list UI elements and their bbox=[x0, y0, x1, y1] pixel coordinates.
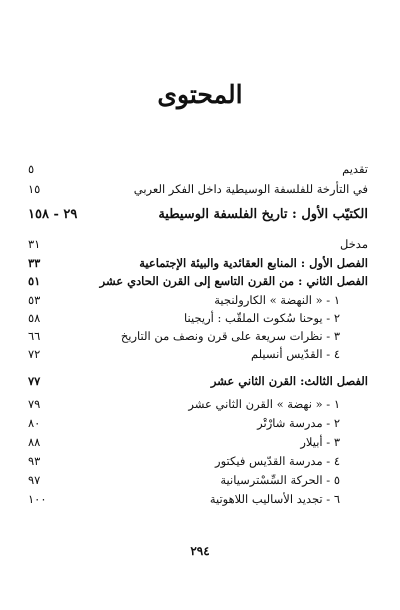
toc-entry-section bbox=[28, 291, 344, 309]
toc-entry-page: ٨٠ bbox=[28, 416, 41, 430]
toc-entry-label: ٥ - الحركة السِّسْترسيانية bbox=[220, 473, 340, 487]
toc-entry-section bbox=[28, 490, 344, 508]
toc-entry-chapter-one bbox=[28, 254, 368, 272]
toc-entry-section bbox=[28, 327, 344, 345]
toc-entry-page: ٧٩ bbox=[28, 397, 41, 411]
toc-entry-page: ٢٩ - ١٥٨ bbox=[28, 206, 78, 222]
toc-entry-chapter-two bbox=[28, 272, 368, 290]
toc-entry-label: ٣ - نظرات سريعة على قرن ونصف من التاريخ bbox=[120, 329, 340, 343]
toc-entry-label: ١ - « النهضة » الكارولنجية bbox=[214, 293, 340, 307]
toc-entry-page: ٩٧ bbox=[28, 473, 41, 487]
toc-entry-section bbox=[28, 452, 344, 470]
toc-entry-label: الفصل الأول : المنابع العقائدية والبيئة الإجتماعية bbox=[139, 256, 368, 270]
toc-entry-page: ٥٣ bbox=[28, 293, 41, 307]
toc-entry-page: ٧٧ bbox=[28, 374, 41, 388]
toc-entry-label: الفصل الثالث: القرن الثاني عشر bbox=[210, 374, 368, 388]
toc-entry-section bbox=[28, 345, 344, 363]
toc-entry-label: ٣ - أبيلار bbox=[300, 435, 340, 449]
toc-entry-page: ٣١ bbox=[28, 237, 41, 251]
toc-entry-label: تقديم bbox=[342, 162, 368, 176]
toc-entry-introduction bbox=[28, 235, 368, 253]
toc-entry-section bbox=[28, 433, 344, 451]
toc-entry-page: ٦٦ bbox=[28, 329, 41, 343]
toc-entry-page: ١٥ bbox=[28, 182, 41, 196]
page-number: ٢٩٤ bbox=[190, 544, 210, 558]
toc-entry-section bbox=[28, 395, 344, 413]
toc-entry-page: ٥ bbox=[28, 162, 35, 176]
toc-entry-page: ٥١ bbox=[28, 274, 41, 288]
toc-entry-chapter-three bbox=[28, 372, 368, 390]
toc-entry-label: ٤ - مدرسة القدّيس فيكتور bbox=[215, 454, 340, 468]
toc-entry-page: ٨٨ bbox=[28, 435, 41, 449]
toc-entry-label: مدخل bbox=[339, 237, 368, 251]
toc-entry-page: ٩٣ bbox=[28, 454, 41, 468]
toc-entry-page: ٥٨ bbox=[28, 311, 41, 325]
toc-entry-label: ٤ - القدّيس أنسيلم bbox=[250, 347, 340, 361]
toc-entry-page: ٣٣ bbox=[28, 256, 41, 270]
toc-entry-page: ١٠٠ bbox=[28, 492, 47, 506]
toc-entry-section bbox=[28, 414, 344, 432]
toc-entry-section bbox=[28, 309, 344, 327]
toc-entry-label: ٢ - يوحنا سُكوت الملقّب : أريجينا bbox=[184, 311, 340, 325]
toc-entry-label: في التأرخة للفلسفة الوسيطية داخل الفكر العربي bbox=[133, 182, 368, 196]
toc-entry-label: ١ - « نهضة » القرن الثاني عشر bbox=[188, 397, 340, 411]
toc-entry-label: ٦ - تجديد الأساليب اللاهوتية bbox=[209, 492, 340, 506]
page-title: المحتوى bbox=[157, 80, 243, 109]
toc-entry-book-one bbox=[28, 205, 368, 223]
toc-entry-historiography bbox=[28, 180, 368, 198]
toc-entry-page: ٧٢ bbox=[28, 347, 41, 361]
toc-entry-label: الكتيّب الأول : تاريخ الفلسفة الوسيطية bbox=[158, 206, 368, 222]
toc-entry-section bbox=[28, 471, 344, 489]
toc-entry-label: ٢ - مدرسة شارْتْر bbox=[257, 416, 340, 430]
toc-entry-label: الفصل الثاني : من القرن التاسع إلى القرن الحادي عشر bbox=[99, 274, 368, 288]
toc-entry-intro bbox=[28, 160, 368, 178]
